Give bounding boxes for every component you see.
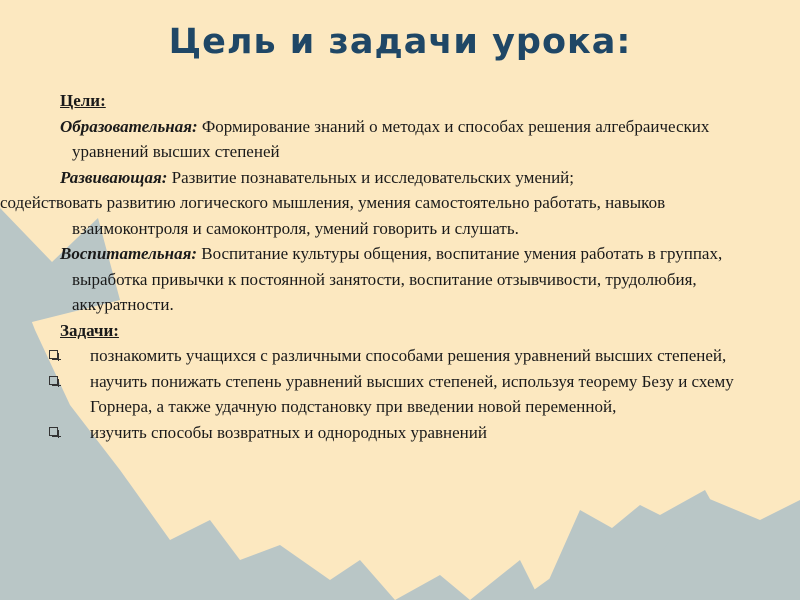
task-item — [60, 369, 740, 420]
checkbox-bullet-icon — [49, 376, 58, 385]
goal-developmental-continued — [0, 190, 740, 241]
goal-label: Воспитательная: — [60, 244, 197, 263]
goal-label: Развивающая: — [60, 167, 168, 187]
slide-title: Цель и задачи урока: — [168, 22, 632, 62]
goal-educational — [60, 114, 740, 165]
task-item — [60, 343, 740, 369]
task-text: научить понижать степень уравнений высших степеней, используя теорему Безу и схему Горнера, а также удачную подстановку при введении новой переменной, — [90, 371, 734, 416]
goal-text: Воспитание культуры общения, воспитание умения работать в группах, выработка привычки к постоянной занятости, воспитание отзывчивости, трудолюбия, аккуратности. — [72, 244, 723, 314]
goal-developmental — [60, 165, 740, 191]
slide-body — [0, 88, 740, 445]
goal-label: Образовательная: — [60, 116, 198, 136]
goals-heading: Цели: — [60, 91, 106, 110]
tasks-heading: Задачи: — [60, 320, 119, 340]
checkbox-bullet-icon — [49, 350, 58, 359]
task-text: изучить способы возвратных и однородных уравнений — [90, 422, 487, 442]
task-text: познакомить учащихся с различными способами решения уравнений высших степеней, — [90, 346, 727, 365]
goal-text: содействовать развитию логического мышления, умения самостоятельно работать, навыков взаимоконтроля и самоконтроля, умений говорить и слушать. — [0, 193, 666, 238]
goal-text: Формирование знаний о методах и способах решения алгебраических уравнений высших степеней — [72, 116, 710, 161]
goal-text: Развитие познавательных и исследовательских умений; — [167, 167, 575, 187]
goal-upbringing — [60, 241, 740, 318]
checkbox-bullet-icon — [49, 427, 58, 436]
task-item — [60, 420, 740, 446]
